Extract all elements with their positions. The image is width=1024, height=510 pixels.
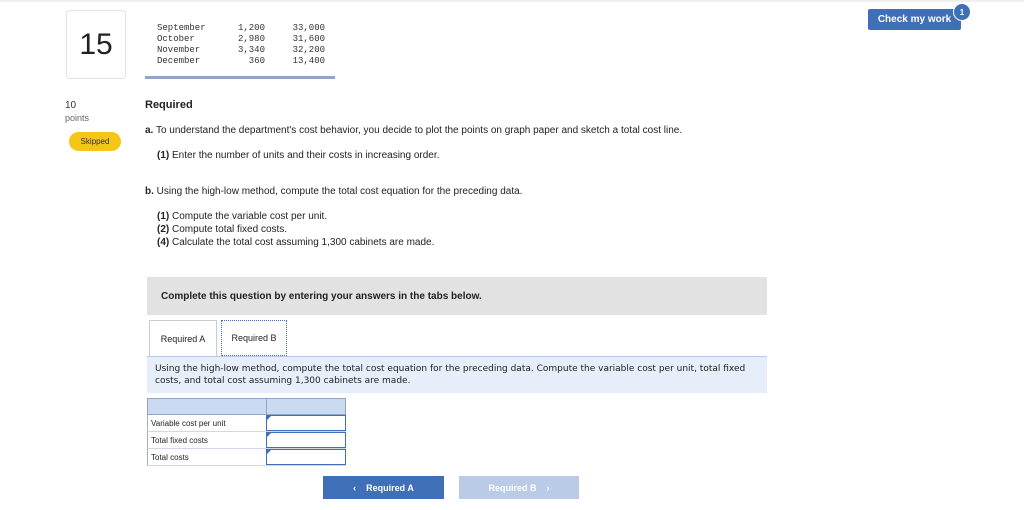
- table-row: [145, 23, 335, 34]
- tab-required-b[interactable]: Required B: [221, 320, 287, 356]
- check-count-badge: 1: [953, 3, 971, 21]
- table-row: [147, 415, 346, 432]
- month-cell: September: [157, 23, 206, 33]
- part-b-text: [145, 186, 522, 197]
- question-number: 15: [66, 10, 126, 79]
- required-heading: Required: [145, 99, 193, 111]
- top-divider: [0, 0, 1024, 2]
- total-costs-label: Total costs: [151, 452, 189, 462]
- units-cell: 1,200: [237, 23, 265, 33]
- check-my-work-button[interactable]: Check my work: [868, 9, 961, 30]
- answer-table: [147, 398, 346, 466]
- part-b4-body: Calculate the total cost assuming 1,300 cabinets are made.: [172, 237, 435, 248]
- units-cell: 360: [248, 56, 265, 66]
- month-cell: October: [157, 34, 195, 44]
- prev-required-a-button[interactable]: [323, 476, 444, 499]
- status-badge: Skipped: [69, 132, 121, 151]
- part-b4-text: [157, 237, 434, 248]
- cost-cell: 13,400: [292, 56, 325, 66]
- cost-cell: 32,200: [292, 45, 325, 55]
- month-cell: November: [157, 45, 201, 55]
- part-a1-text: [157, 150, 439, 161]
- chevron-right-icon: ›: [546, 482, 550, 493]
- cost-data-table: [145, 23, 335, 78]
- part-b4-prefix: (4): [157, 237, 170, 248]
- units-cell: 3,340: [237, 45, 265, 55]
- part-b2-text: [157, 224, 287, 235]
- next-label: Required B: [488, 482, 537, 493]
- part-b1-body: Compute the variable cost per unit.: [172, 211, 328, 222]
- fixed-costs-label: Total fixed costs: [151, 435, 208, 445]
- table-row: [145, 56, 335, 67]
- answer-table-header: [147, 398, 346, 415]
- part-a1-body: Enter the number of units and their costs in increasing order.: [172, 150, 440, 161]
- cost-cell: 31,600: [292, 34, 325, 44]
- prev-label: Required A: [366, 482, 414, 493]
- part-b2-prefix: (2): [157, 224, 170, 235]
- tab-b-instructions: Using the high-low method, compute the total cost equation for the preceding data. Compute the variable cost per unit, total fixed costs, and total cost assuming 1,300 cabinets are made.: [147, 356, 767, 393]
- instructions-banner: Complete this question by entering your answers in the tabs below.: [147, 277, 767, 315]
- tab-required-a[interactable]: Required A: [149, 320, 217, 356]
- chevron-left-icon: ‹: [353, 482, 357, 493]
- part-a-body: To understand the department's cost behavior, you decide to plot the points on graph paper and sketch a total cost line.: [155, 125, 683, 136]
- next-required-b-button[interactable]: [459, 476, 579, 499]
- part-a1-prefix: (1): [157, 150, 170, 161]
- part-b1-prefix: (1): [157, 211, 170, 222]
- part-b-body: Using the high-low method, compute the total cost equation for the preceding data.: [156, 186, 523, 197]
- part-a-text: [145, 125, 682, 136]
- points-label: points: [65, 113, 90, 123]
- variable-cost-label: Variable cost per unit: [151, 418, 226, 428]
- part-a-prefix: a.: [145, 125, 154, 136]
- variable-cost-input[interactable]: [266, 415, 346, 431]
- table-row: [147, 432, 346, 449]
- fixed-costs-input[interactable]: [266, 432, 346, 448]
- month-cell: December: [157, 56, 201, 66]
- table-scroll-edge: [145, 76, 335, 79]
- table-row: [145, 34, 335, 45]
- table-row: [147, 449, 346, 466]
- total-costs-input[interactable]: [266, 449, 346, 465]
- points-value: 10: [65, 100, 77, 111]
- part-b2-body: Compute total fixed costs.: [172, 224, 288, 235]
- cost-cell: 33,000: [292, 23, 325, 33]
- part-b1-text: [157, 211, 327, 222]
- part-b-prefix: b.: [145, 186, 154, 197]
- table-row: [145, 45, 335, 56]
- units-cell: 2,980: [237, 34, 265, 44]
